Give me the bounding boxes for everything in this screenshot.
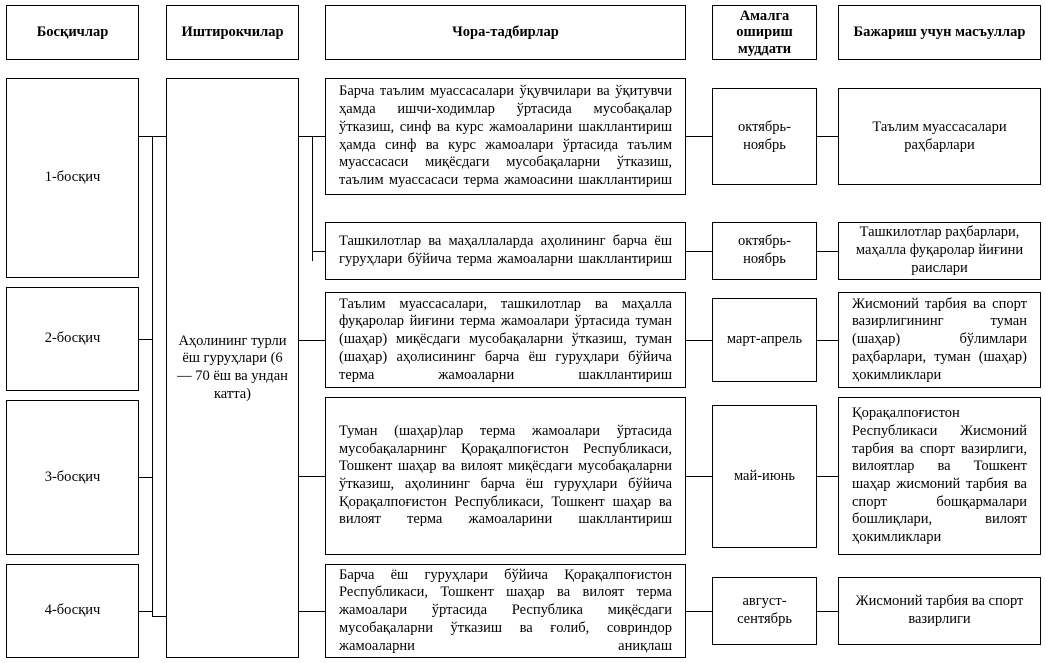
- deadline-box-1: октябрь-ноябрь: [712, 88, 817, 185]
- responsible-text-4: Қорақалпоғистон Республикаси Жисмоний тарбия ва спорт вазирлиги, вилоятлар ва Тошкент шаҳар жисмоний тарбия ва спорт бошқармалари бошлиқлари, вилоят ҳокимликлари: [852, 405, 1027, 546]
- connector-responsible-3: [817, 340, 839, 341]
- responsible-text-3: Жисмоний тарбия ва спорт вазирлигининг туман (шаҳар) бўлимлари раҳбарлари, туман (шаҳар) ҳокимликлари: [852, 295, 1027, 383]
- participants-box: Аҳолининг турли ёш гуруҳлари (6 — 70 ёш ва ундан катта): [166, 78, 299, 658]
- deadline-box-3: март-апрель: [712, 298, 817, 382]
- measure-box-2: [325, 222, 686, 280]
- responsible-box-1: Таълим муассасалари раҳбарлари: [838, 88, 1041, 185]
- responsible-box-4: [838, 397, 1041, 555]
- connector-measure-trunk-1: [312, 136, 313, 261]
- stage-box-1: 1-босқич: [6, 78, 139, 278]
- header-measures: Чора-тадбирлар: [325, 5, 686, 60]
- measure-text-3: Таълим муассасалари, ташкилотлар ва маҳалла фуқаролар йиғини терма жамоалари ўртасида туман (шаҳар) миқёсдаги мусобақаларни ўтказиш, туман (шаҳар) аҳолисининг барча ёш гуруҳлари бўйича терма жамоаларни шакллантириш: [339, 295, 672, 383]
- measure-text-5: Барча ёш гуруҳлари бўйича Қорақалпоғистон Республикаси, Тошкент шаҳар ва вилоят терма жамоалари ўртасида Республика миқёсдаги мусобақаларни ўтказиш ва ғолиб, совриндор жамоаларни аниқлаш: [339, 566, 672, 654]
- connector-deadline-2: [686, 251, 713, 252]
- measure-box-4: [325, 397, 686, 555]
- header-stages: Босқичлар: [6, 5, 139, 60]
- deadline-box-4: май-июнь: [712, 405, 817, 548]
- connector-stage-1: [139, 136, 153, 137]
- connector-measure-3: [299, 340, 326, 341]
- measure-text-4: Туман (шаҳар)лар терма жамоалари ўртасида мусобақаларнинг Қорақалпоғистон Республикаси, Тошкент шаҳар ва вилоят миқёсдаги мусобақаларни ўтказиш, аҳолининг барча ёш гуруҳлари бўйича Қорақалпоғистон Республикаси, Тошкент шаҳар ва вилоят терма жамоаларини шакллантириш: [339, 422, 672, 528]
- stage-box-3: 3-босқич: [6, 400, 139, 555]
- responsible-box-5: Жисмоний тарбия ва спорт вазирлиги: [838, 577, 1041, 645]
- connector-responsible-1: [817, 136, 839, 137]
- connector-stage-2: [139, 339, 153, 340]
- connector-participants-bottom: [152, 616, 166, 617]
- stage-box-2: 2-босқич: [6, 287, 139, 391]
- responsible-box-2: Ташкилотлар раҳбарлари, маҳалла фуқаролар йиғини раислари: [838, 222, 1041, 280]
- measure-box-5: [325, 564, 686, 658]
- connector-measure-2: [312, 251, 326, 252]
- connector-measure-in-1: [299, 136, 313, 137]
- deadline-box-2: октябрь-ноябрь: [712, 222, 817, 280]
- connector-participants-top: [152, 136, 166, 137]
- stage-box-4: 4-босқич: [6, 564, 139, 658]
- measure-text-2: Ташкилотлар ва маҳаллаларда аҳолининг барча ёш гуруҳлари бўйича терма жамоаларни шакллантириш: [339, 233, 672, 267]
- header-responsible: Бажариш учун масъуллар: [838, 5, 1041, 60]
- connector-deadline-1: [686, 136, 713, 137]
- header-deadline: Амалга ошириш муддати: [712, 5, 817, 60]
- connector-deadline-3: [686, 340, 713, 341]
- connector-responsible-4: [817, 476, 839, 477]
- deadline-box-5: август-сентябрь: [712, 577, 817, 645]
- connector-deadline-5: [686, 611, 713, 612]
- connector-responsible-2: [817, 251, 839, 252]
- connector-deadline-4: [686, 476, 713, 477]
- connector-measure-5: [299, 611, 326, 612]
- header-participants: Иштирокчилар: [166, 5, 299, 60]
- measure-box-1: [325, 78, 686, 195]
- measure-box-3: [325, 292, 686, 388]
- connector-stage-4: [139, 611, 153, 612]
- connector-stage-3: [139, 477, 153, 478]
- responsible-box-3: [838, 292, 1041, 388]
- connector-measure-1: [312, 136, 326, 137]
- connector-measure-4: [299, 476, 326, 477]
- connector-responsible-5: [817, 611, 839, 612]
- measure-text-1: Барча таълим муассасалари ўқувчилари ва ўқитувчи ҳамда ишчи-ходимлар ўртасида мусобақалар ўтказиш, синф ва курс жамоаларини шакллантириш ҳамда синф ва курс жамоалари ўртасида таълим муассасаси миқёсдаги мусобақаларни ўтказиш, таълим муассасаси терма жамоасини шакллантириш: [339, 83, 672, 188]
- connector-stage-trunk: [152, 136, 153, 616]
